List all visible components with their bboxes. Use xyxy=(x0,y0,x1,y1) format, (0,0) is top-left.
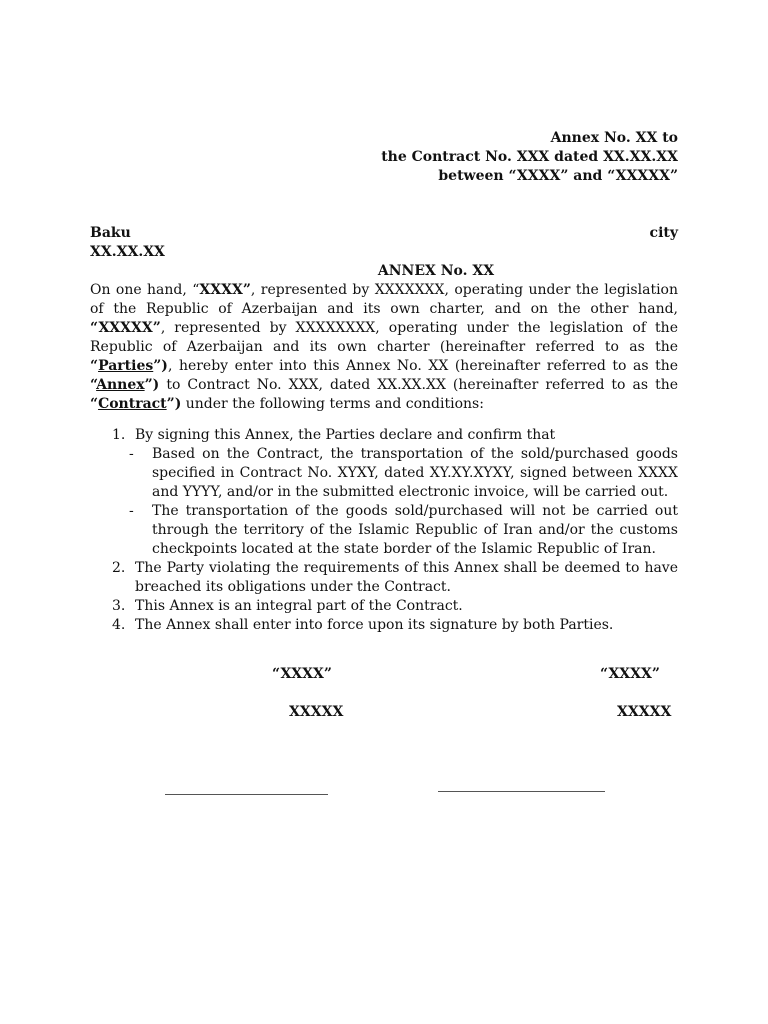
quote-open-annex: “ xyxy=(90,377,97,393)
quote-open-contract: “ xyxy=(90,396,99,412)
document-page xyxy=(90,129,678,635)
annex-header xyxy=(90,129,678,186)
list-number: 4. xyxy=(112,617,126,633)
sub-list-text: Based on the Contract, the transportation of the sold/purchased goods specified in Contract No. XYXY, dated XY.XY.XYXY, signed between XXXX and YYYY, and/or in the submitted electronic invoice, will be carried out. xyxy=(152,446,678,500)
sub-list-text: The transportation of the goods sold/purchased will not be carried out through the territory of the Islamic Republic of Iran and/or the customs checkpoints located at the state border of the Islamic Republic of Iran. xyxy=(152,503,678,557)
signature-line-right xyxy=(438,791,605,792)
list-item-text: The Annex shall enter into force upon its signature by both Parties. xyxy=(135,617,614,633)
sub-list-dash: - xyxy=(129,446,134,462)
document-title: ANNEX No. XX xyxy=(377,263,495,279)
list-item-text: By signing this Annex, the Parties declare and confirm that xyxy=(135,427,556,443)
sub-list-item xyxy=(112,502,678,559)
quote-close-parties: ”) xyxy=(153,358,168,374)
term-contract: Contract xyxy=(98,396,167,412)
list-number: 1. xyxy=(112,427,126,443)
term-parties: Parties xyxy=(98,358,154,374)
intro-paragraph xyxy=(90,281,678,414)
list-item-text: The Party violating the requirements of this Annex shall be deemed to have breached its obligations under the Contract. xyxy=(135,560,678,595)
place-baku: Baku xyxy=(90,225,131,241)
intro-text-3: , represented by XXXXXXXX, operating under the legislation of the Republic of Azerbaijan and its own charter (hereinafter referred to as the xyxy=(90,320,678,355)
list-item xyxy=(112,559,678,597)
terms-list xyxy=(90,426,678,635)
intro-party-1: XXXX” xyxy=(199,282,251,298)
list-item xyxy=(112,616,678,635)
list-item xyxy=(112,597,678,616)
term-annex: Annex xyxy=(96,377,145,393)
list-number: 3. xyxy=(112,598,126,614)
intro-text-6: under the following terms and conditions: xyxy=(181,396,484,412)
signature-line-left xyxy=(165,794,328,795)
document-date: XX.XX.XX xyxy=(90,244,165,260)
list-number: 2. xyxy=(112,560,126,576)
signature-left-party: “XXXX” xyxy=(272,666,332,682)
signature-right-name: XXXXX xyxy=(617,704,672,720)
header-line-2: the Contract No. XXX dated XX.XX.XX xyxy=(381,149,678,165)
header-line-3: between “XXXX” and “XXXXX” xyxy=(438,168,678,184)
signature-right-party: “XXXX” xyxy=(600,666,660,682)
list-item-text: This Annex is an integral part of the Contract. xyxy=(135,598,463,614)
intro-text-1: On one hand, “ xyxy=(90,282,200,298)
intro-text-5: to Contract No. XXX, dated XX.XX.XX (hereinafter referred to as the xyxy=(159,377,678,393)
intro-text-2: , represented by XXXXXXX, operating under the legislation of the Republic of Azerbaijan and its own charter, and on the other hand, xyxy=(90,282,678,317)
place-city: city xyxy=(649,225,678,241)
header-line-1: Annex No. XX to xyxy=(550,130,678,146)
sub-list-item xyxy=(112,445,678,502)
list-item xyxy=(112,426,678,445)
quote-close-annex: ”) xyxy=(144,377,160,393)
intro-party-2: “XXXXX” xyxy=(90,320,161,336)
signature-left-name: XXXXX xyxy=(289,704,344,720)
sub-list-dash: - xyxy=(129,503,134,519)
place-row xyxy=(90,224,678,243)
quote-open-parties: “ xyxy=(90,358,99,374)
quote-close-contract: ”) xyxy=(166,396,182,412)
intro-text-4: , hereby enter into this Annex No. XX (hereinafter referred to as the xyxy=(167,358,678,374)
